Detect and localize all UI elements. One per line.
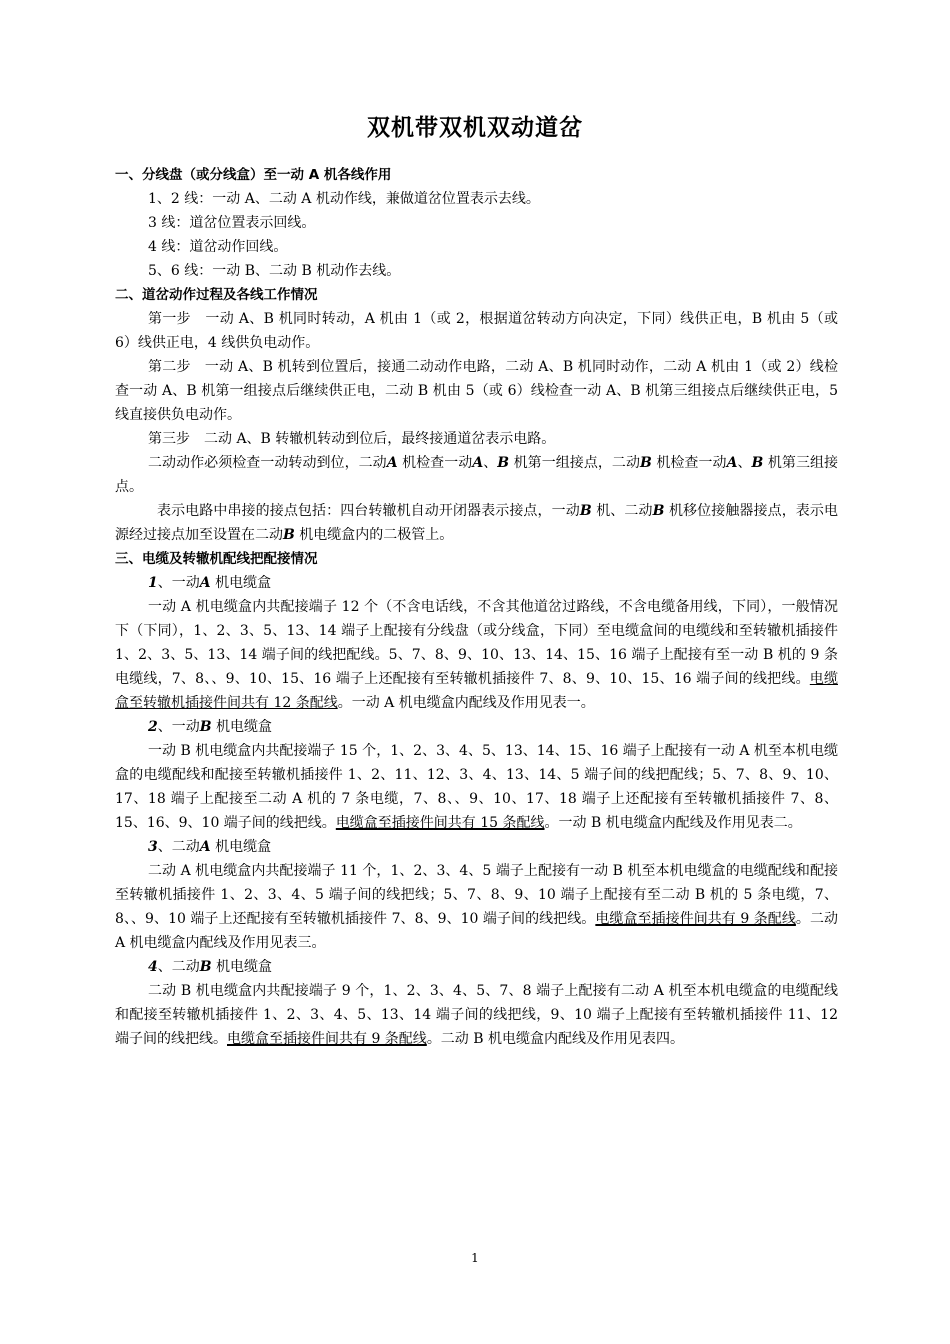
text-run: 、二动: [157, 839, 200, 855]
machine-mark: B: [652, 503, 665, 519]
machine-mark: A: [386, 455, 398, 471]
text-run: 一动 A 机电缆盒内共配接端子 12 个（不含电话线，不含其他道岔过路线，不含电缆备用线，下同），一般情况下（下同），1、2、3、5、13、14 端子上配接有分线盘（或分线盒，下同）至电缆盒间的电缆线和至转辙机插接件 1、2、3、5、13、14 端子间的线把配线。5、7、8、9、10、13、14、15、16 端子上配接有至一动 B 机的 9 条电缆线，7、8、、9、10、15、16 端子上还配接有至转辙机插接件 7、8、9、10、15、16 端子间的线把线。: [115, 599, 838, 687]
step-1-paragraph: 第一步 一动 A、B 机同时转动，A 机由 1（或 2，根据道岔转动方向决定，下同）线供正电，B 机由 5（或 6）线供正电，4 线供负电动作。: [115, 311, 838, 351]
underlined-text: 电缆盒至插接件间共有 9 条配线: [595, 911, 796, 927]
subsection-1-heading: [115, 571, 838, 595]
text-run: 机第一组接点，二动: [509, 455, 640, 471]
text-run: 机电缆盒内的二极管上。: [294, 527, 454, 543]
text-run: 机电缆盒: [211, 719, 273, 735]
subsection-number: 2: [148, 719, 158, 735]
text-run: 机移位接触器接点，表示电源经过接点加至设置在二动: [115, 503, 838, 543]
page-title: 双机带双机双动道岔: [367, 115, 583, 141]
page-number: 1: [471, 1251, 479, 1265]
text-run: 表示电路中串接的接点包括：四台转辙机自动开闭器表示接点，一动: [157, 503, 580, 519]
step-2-paragraph: 第二步 一动 A、B 机转到位置后，接通二动动作电路，二动 A、B 机同时动作，二动 A 机由 1（或 2）线检查一动 A、B 机第一组接点后继续供正电，二动 B 机由 5（或 6）线检查一动 A、B 机第三组接点后继续供正电，5 线直接供负电动作。: [115, 359, 838, 423]
underlined-text: 电缆盒至转辙机插接件间共有 12 条配线: [115, 671, 838, 711]
text-run: 机电缆盒: [210, 575, 272, 591]
text-run: 机检查一动: [651, 455, 727, 471]
machine-mark: B: [497, 455, 510, 471]
machine-mark: B: [199, 719, 212, 735]
text-run: 二动动作必须检查一动转动到位，二动: [148, 455, 387, 471]
line-item: 1、2 线：一动 A、二动 A 机动作线，兼做道岔位置表示去线。: [148, 191, 540, 207]
text-run: 二动 B 机电缆盒内共配接端子 9 个，1、2、3、4、5、7、8 端子上配接有二动 A 机至本机电缆盒的电缆配线和配接至转辙机插接件 1、2、3、4、5、13、14 端子间的线把线，9、10 端子上配接有至转辙机插接件 11、12 端子间的线把线。: [115, 983, 838, 1047]
line-item: 5、6 线：一动 B、二动 B 机动作去线。: [148, 263, 401, 279]
text-run: 机电缆盒: [211, 959, 273, 975]
section-2-heading: 二、道岔动作过程及各线工作情况: [115, 287, 318, 303]
text-run: 。一动 A 机电缆盒内配线及作用见表一。: [337, 695, 595, 711]
text-run: 二动 A 机电缆盒内共配接端子 11 个，1、2、3、4、5 端子上配接有一动 B 机至本机电缆盒的电缆配线和配接至转辙机插接件 1、2、3、4、5 端子间的线把线；5、7、8、9、10 端子上配接有至二动 B 机的 5 条电缆，7、8、、9、10 端子上还配接有至转辙机插接件 7、8、9、10 端子间的线把线。: [115, 863, 838, 927]
subsection-2-body: [115, 739, 838, 835]
text-run: 机第三组接点。: [115, 455, 839, 495]
machine-mark: B: [640, 455, 652, 471]
underlined-text: 电缆盒至插接件间共有 15 条配线: [335, 815, 545, 831]
text-run: 机电缆盒: [210, 839, 272, 855]
document-body: [115, 163, 838, 1051]
line-item: 4 线：道岔动作回线。: [148, 239, 288, 255]
text-run: 、: [737, 455, 752, 471]
section-1-heading: 一、分线盘（或分线盒）至一动 A 机各线作用: [115, 167, 392, 183]
text-run: 。二动 A 机电缆盒内配线及作用见表三。: [115, 911, 839, 951]
line-item: 3 线：道岔位置表示回线。: [148, 215, 316, 231]
subsection-number: 4: [148, 959, 158, 975]
text-run: 、二动: [157, 959, 200, 975]
subsection-number: 1: [148, 575, 158, 591]
subsection-number: 3: [148, 839, 158, 855]
machine-mark: B: [283, 527, 295, 543]
machine-mark: A: [199, 839, 211, 855]
subsection-1-body: [115, 595, 838, 715]
subsection-3-body: [115, 859, 838, 955]
text-run: 机检查一动: [397, 455, 473, 471]
machine-mark: B: [751, 455, 764, 471]
subsection-3-heading: [115, 835, 838, 859]
text-run: 、一动: [157, 719, 200, 735]
machine-mark: A: [199, 575, 211, 591]
section-3-heading: 三、电缆及转辙机配线把配接情况: [115, 551, 318, 567]
text-run: 、一动: [157, 575, 200, 591]
text-run: 一动 B 机电缆盒内共配接端子 15 个，1、2、3、4、5、13、14、15、16 端子上配接有一动 A 机至本机电缆盒的电缆配线和配接至转辙机插接件 1、2、11、12、3、4、13、14、5 端子间的线把配线；5、7、8、9、10、17、18 端子上配接至二动 A 机的 7 条电缆，7、8、、9、10、17、18 端子上还配接有至转辙机插接件 7、8、15、16、9、10 端子间的线把线。: [115, 743, 838, 831]
text-run: 、: [483, 455, 498, 471]
machine-mark: B: [579, 503, 592, 519]
contacts-paragraph: [115, 499, 838, 547]
step-3-paragraph: 第三步 二动 A、B 转辙机转动到位后，最终接通道岔表示电路。: [148, 431, 556, 447]
subsection-2-heading: [115, 715, 838, 739]
machine-mark: A: [726, 455, 738, 471]
underlined-text: 电缆盒至插接件间共有 9 条配线: [227, 1031, 427, 1047]
check-paragraph: [115, 451, 838, 499]
machine-mark: B: [199, 959, 212, 975]
subsection-4-body: [115, 979, 838, 1051]
text-run: 机、二动: [591, 503, 653, 519]
subsection-4-heading: [115, 955, 838, 979]
machine-mark: A: [472, 455, 484, 471]
text-run: 。一动 B 机电缆盒内配线及作用见表二。: [544, 815, 802, 831]
text-run: 。二动 B 机电缆盒内配线及作用见表四。: [426, 1031, 684, 1047]
